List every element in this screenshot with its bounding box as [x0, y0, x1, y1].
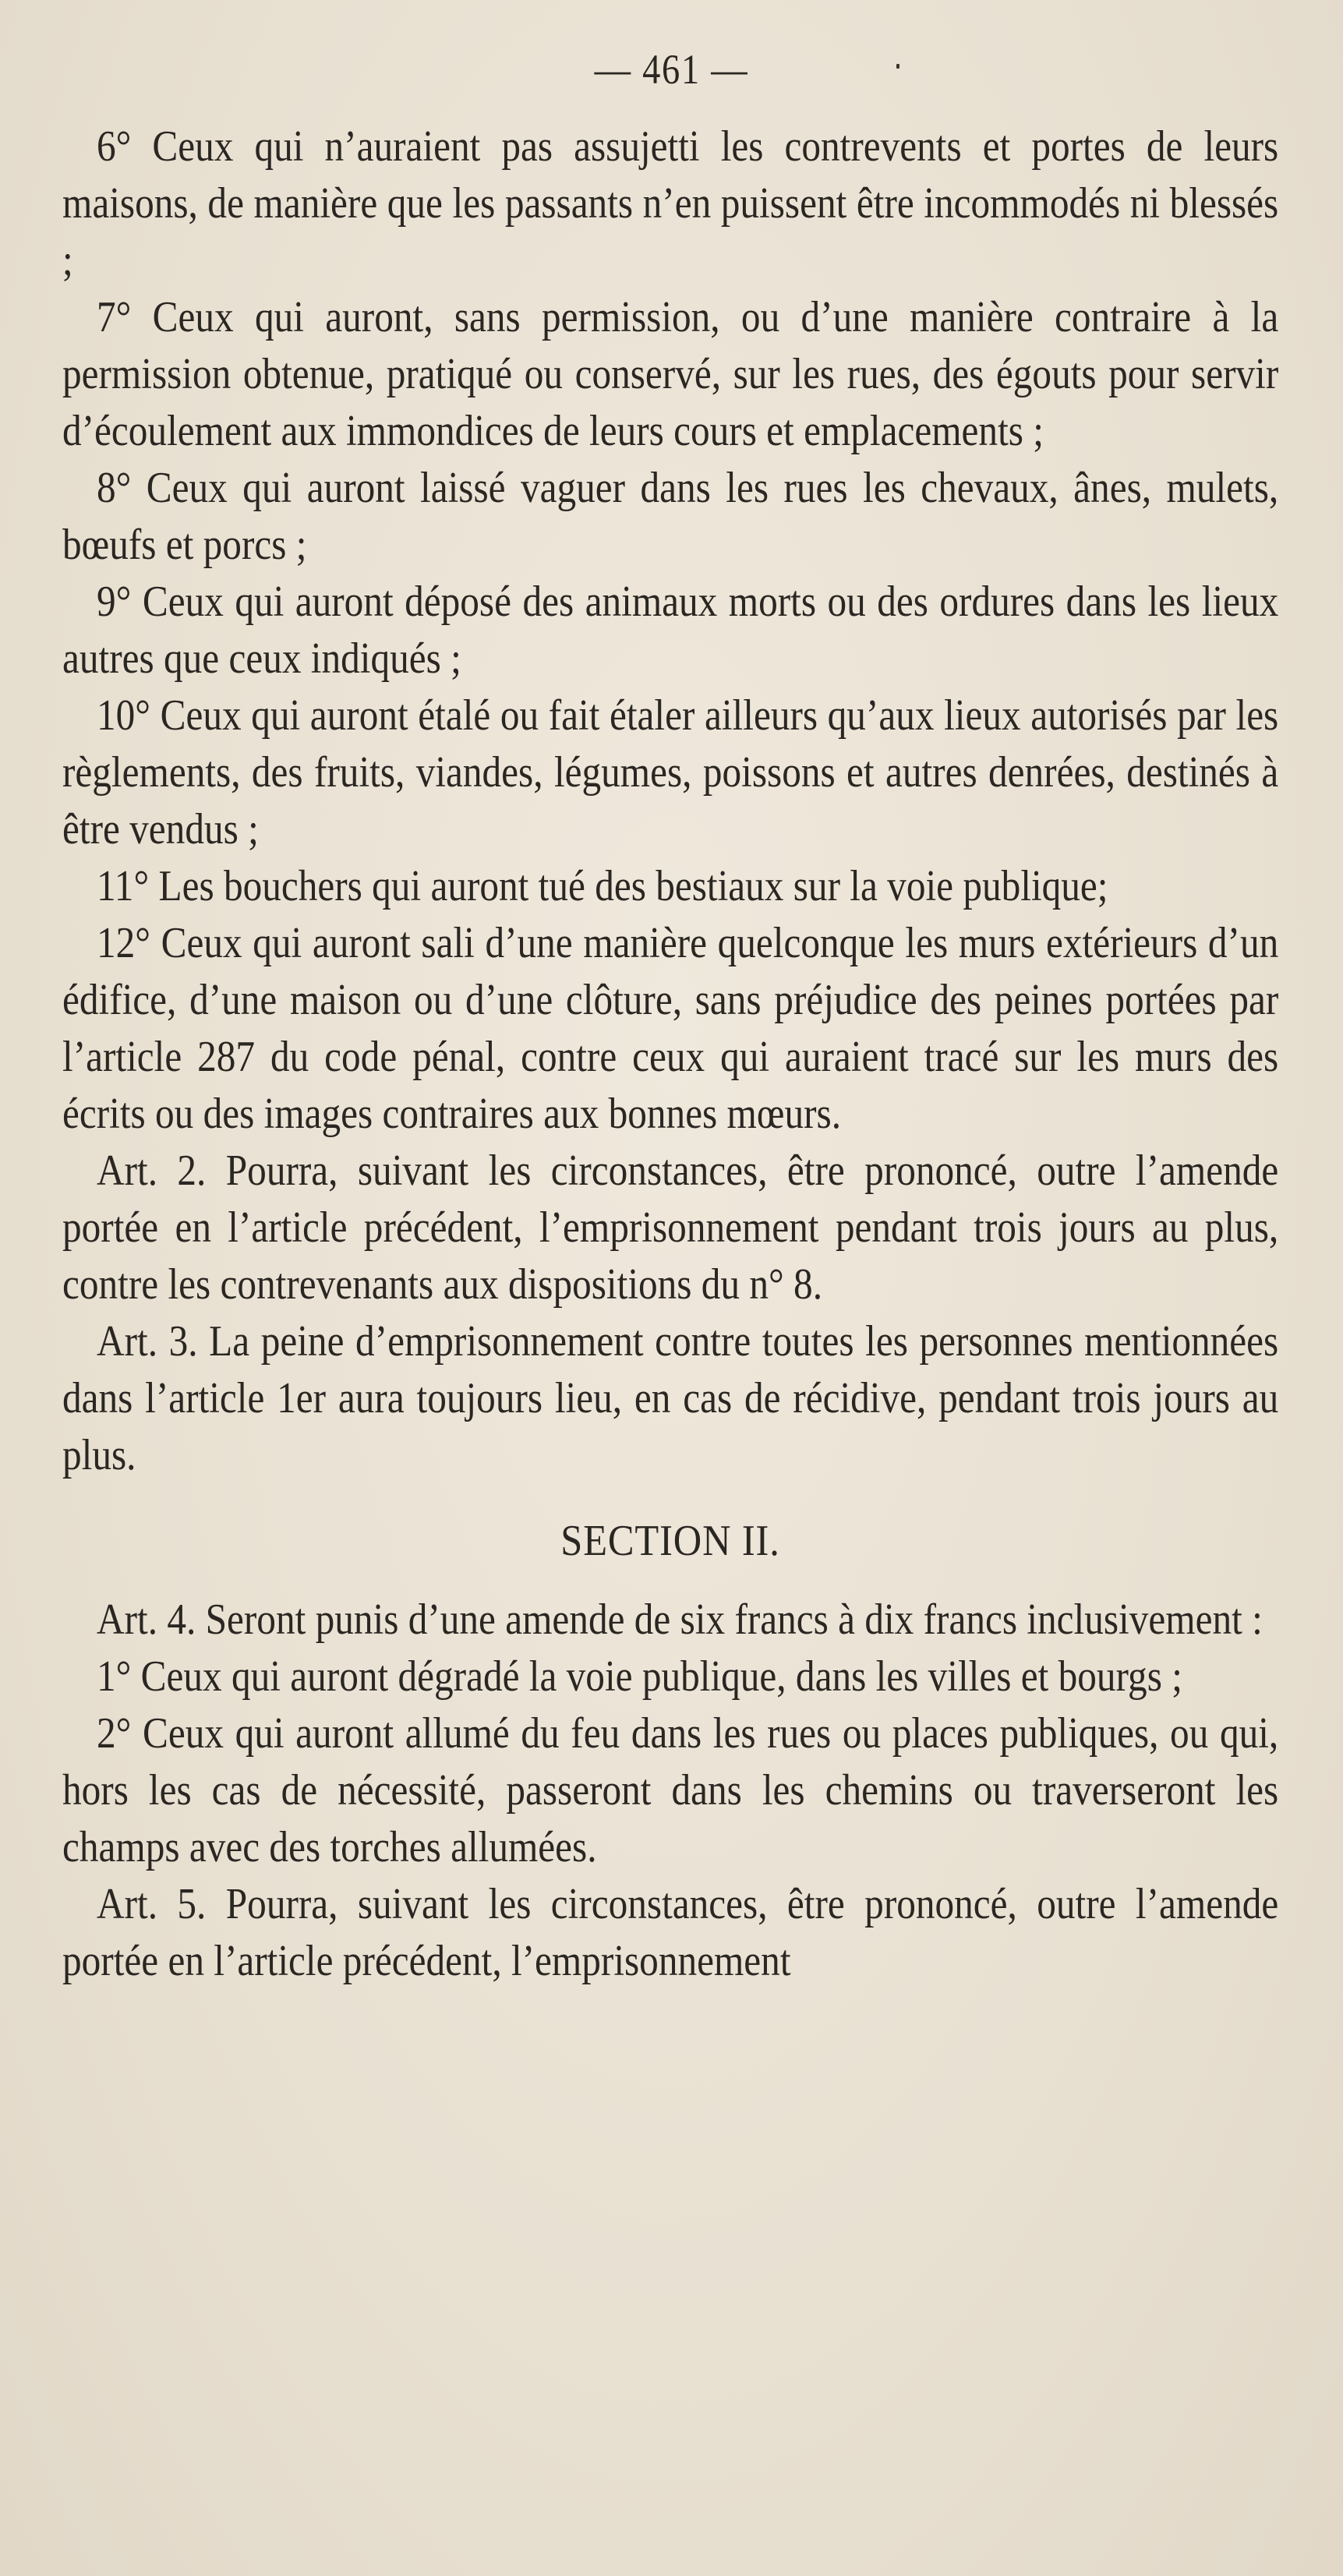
paragraph-item-1: 1° Ceux qui auront dégradé la voie publique, dans les villes et bourgs ;: [97, 1652, 1182, 1701]
paragraph-item-12: 12° Ceux qui auront sali d’une manière quelconque les murs extérieurs d’un édifice, d’une maison ou d’une clôture, sans préjudice des peines portées par l’article 287 du code pénal, contre ceux qui auraient tracé sur les murs des écrits ou des images contraires aux bonnes mœurs.: [62, 919, 1279, 1138]
paragraph-item-11: 11° Les bouchers qui auront tué des bestiaux sur la voie publique;: [97, 862, 1108, 910]
paragraph-item-9: 9° Ceux qui auront déposé des animaux morts ou des ordures dans les lieux autres que ceux indiqués ;: [62, 578, 1279, 683]
paragraph-item-8: 8° Ceux qui auront laissé vaguer dans les rues les chevaux, ânes, mulets, bœufs et porcs ;: [62, 464, 1279, 569]
paragraph-item-10: 10° Ceux qui auront étalé ou fait étaler ailleurs qu’aux lieux autorisés par les règlements, des fruits, viandes, légumes, poissons et autres denrées, destinés à être vendus ;: [62, 691, 1279, 853]
body-text: [62, 118, 1278, 1990]
section-heading: SECTION II.: [560, 1517, 780, 1565]
paragraph-item-7: 7° Ceux qui auront, sans permission, ou d’une manière contraire à la permission obtenue, pratiqué ou conservé, sur les rues, des égouts pour servir d’écoulement aux immondices de leurs cours et emplacements ;: [62, 293, 1279, 455]
paragraph-article-3: Art. 3. La peine d’emprisonnement contre toutes les personnes mentionnées dans l’article 1er aura toujours lieu, en cas de récidive, pendant trois jours au plus.: [62, 1317, 1279, 1479]
paragraph-article-2: Art. 2. Pourra, suivant les circonstances, être prononcé, outre l’amende portée en l’article précédent, l’emprisonnement pendant trois jours au plus, contre les contrevenants aux dispositions du n° 8.: [62, 1147, 1279, 1309]
paragraph-item-2: 2° Ceux qui auront allumé du feu dans les rues ou places publiques, ou qui, hors les cas de nécessité, passeront dans les chemins ou traverseront les champs avec des torches allumées.: [62, 1709, 1279, 1871]
page-number-header: — 461 —: [594, 46, 749, 93]
paragraph-article-4: Art. 4. Seront punis d’une amende de six francs à dix francs inclusivement :: [97, 1595, 1263, 1644]
paragraph-item-6: 6° Ceux qui n’auraient pas assujetti les contrevents et portes de leurs maisons, de manière que les passants n’en puissent être incommodés ni blessés ;: [62, 122, 1279, 284]
paragraph-article-5: Art. 5. Pourra, suivant les circonstances, être prononcé, outre l’amende portée en l’article précédent, l’emprisonnement: [62, 1880, 1279, 1985]
